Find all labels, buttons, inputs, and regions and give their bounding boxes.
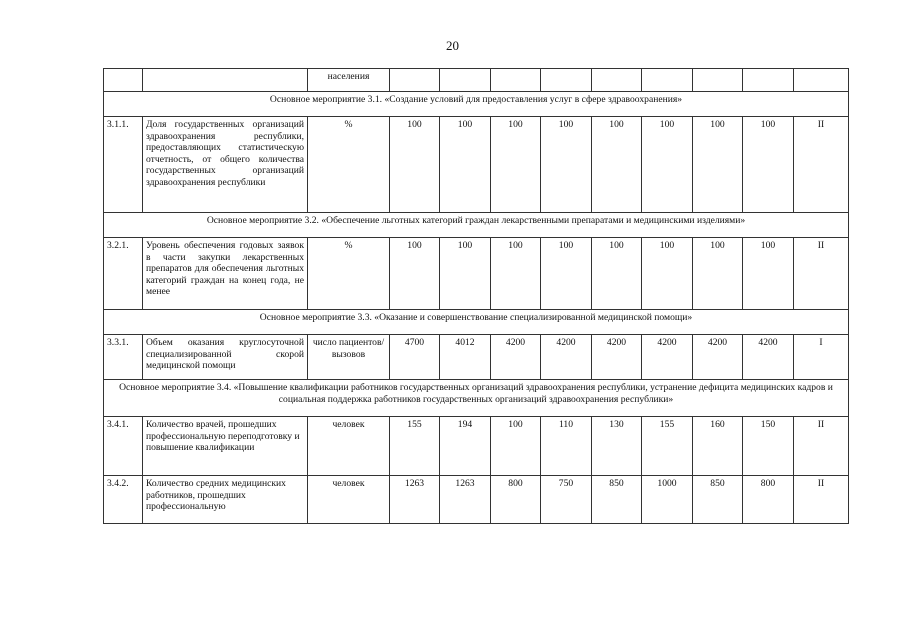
value-cell: 160 xyxy=(693,417,743,476)
value-cell: 100 xyxy=(491,238,541,310)
section-header xyxy=(104,213,849,238)
row-number: 3.3.1. xyxy=(104,335,143,380)
value-cell: 4012 xyxy=(440,335,491,380)
section-header xyxy=(104,92,849,117)
indicator-name: Уровень обеспечения годовых заявок в части закупки лекарственных препаратов для обеспечения льготных категорий граждан на конец года, не менее xyxy=(143,238,308,310)
value-cell: 155 xyxy=(642,417,693,476)
value-cell: 100 xyxy=(541,238,592,310)
value-cell: 100 xyxy=(390,238,440,310)
table-row xyxy=(104,117,849,213)
category-cell: I xyxy=(794,335,849,380)
value-cell: 100 xyxy=(491,417,541,476)
value-cell: 4200 xyxy=(743,335,794,380)
unit-cell: человек xyxy=(308,417,390,476)
section-title: Основное мероприятие 3.4. «Повышение квалификации работников государственных организаций здравоохранения республики, устранение дефицита медицинских кадров и социальная поддержка работников государственных организаций здравоохранения республики» xyxy=(104,380,849,417)
value-cell: 100 xyxy=(693,238,743,310)
category-cell: II xyxy=(794,417,849,476)
table-row xyxy=(104,69,849,92)
indicators-table xyxy=(103,68,849,524)
page-number: 20 xyxy=(446,38,459,53)
value-cell: 4200 xyxy=(491,335,541,380)
value-cell: 100 xyxy=(491,117,541,213)
value-cell: 800 xyxy=(491,476,541,524)
row-number: 3.2.1. xyxy=(104,238,143,310)
value-cell: 100 xyxy=(592,117,642,213)
value-cell: 100 xyxy=(440,117,491,213)
category-cell: II xyxy=(794,117,849,213)
unit-cell: % xyxy=(308,238,390,310)
value-cell: 100 xyxy=(541,117,592,213)
indicator-name: Доля государственных организаций здравоохранения республики, предоставляющих статистическую отчетность, от общего количества государственных организаций здравоохранения республики xyxy=(143,117,308,213)
row-number: 3.4.2. xyxy=(104,476,143,524)
value-cell: 150 xyxy=(743,417,794,476)
value-cell: 800 xyxy=(743,476,794,524)
section-title: Основное мероприятие 3.1. «Создание условий для предоставления услуг в сфере здравоохранения» xyxy=(104,92,849,117)
value-cell: 1000 xyxy=(642,476,693,524)
value-cell: 155 xyxy=(390,417,440,476)
section-header xyxy=(104,380,849,417)
table-row xyxy=(104,476,849,524)
value-cell: 4700 xyxy=(390,335,440,380)
table-row xyxy=(104,238,849,310)
table-row xyxy=(104,335,849,380)
value-cell: 850 xyxy=(592,476,642,524)
value-cell: 750 xyxy=(541,476,592,524)
category-cell: II xyxy=(794,238,849,310)
value-cell: 100 xyxy=(390,117,440,213)
value-cell: 100 xyxy=(642,238,693,310)
value-cell: 194 xyxy=(440,417,491,476)
value-cell: 110 xyxy=(541,417,592,476)
value-cell: 100 xyxy=(642,117,693,213)
value-cell: 1263 xyxy=(390,476,440,524)
unit-cell: человек xyxy=(308,476,390,524)
section-header xyxy=(104,310,849,335)
value-cell: 1263 xyxy=(440,476,491,524)
value-cell: 100 xyxy=(440,238,491,310)
value-cell: 100 xyxy=(743,238,794,310)
value-cell: 100 xyxy=(693,117,743,213)
indicator-name: Количество средних медицинских работников, прошедших профессиональную xyxy=(143,476,308,524)
value-cell: 4200 xyxy=(693,335,743,380)
value-cell: 4200 xyxy=(592,335,642,380)
table-row xyxy=(104,417,849,476)
indicator-name: Количество врачей, прошедших профессиональную переподготовку и повышение квалификации xyxy=(143,417,308,476)
value-cell: 4200 xyxy=(642,335,693,380)
value-cell: 100 xyxy=(592,238,642,310)
row-number: 3.4.1. xyxy=(104,417,143,476)
section-title: Основное мероприятие 3.2. «Обеспечение льготных категорий граждан лекарственными препаратами и медицинскими изделиями» xyxy=(104,213,849,238)
value-cell: 850 xyxy=(693,476,743,524)
unit-cell: населения xyxy=(308,69,390,92)
row-number: 3.1.1. xyxy=(104,117,143,213)
section-title: Основное мероприятие 3.3. «Оказание и совершенствование специализированной медицинской помощи» xyxy=(104,310,849,335)
value-cell: 4200 xyxy=(541,335,592,380)
category-cell: II xyxy=(794,476,849,524)
value-cell: 100 xyxy=(743,117,794,213)
unit-cell: % xyxy=(308,117,390,213)
value-cell: 130 xyxy=(592,417,642,476)
unit-cell: число пациентов/ вызовов xyxy=(308,335,390,380)
indicator-name: Объем оказания круглосуточной специализированной скорой медицинской помощи xyxy=(143,335,308,380)
